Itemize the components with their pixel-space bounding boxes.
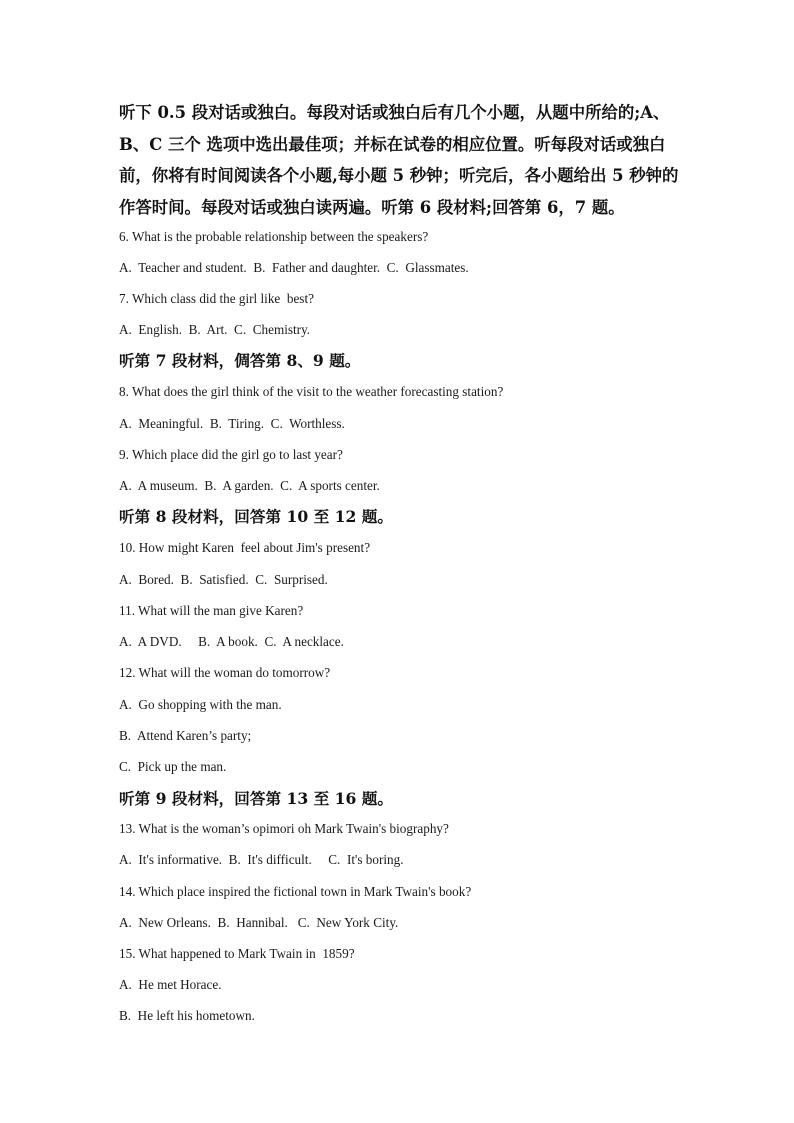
question-9: 9. Which place did the girl go to last year?	[119, 447, 343, 462]
question-15-option-b: B. He left his hometown.	[119, 1008, 255, 1023]
question-12-option-c: C. Pick up the man.	[119, 759, 227, 774]
question-12: 12. What will the woman do tomorrow?	[119, 665, 331, 680]
section-instructions: 听下 0.5 段对话或独白。每段对话或独白后有几个小题，从题中所给的;A、B、C 三个 选项中选出最佳项；并标在试卷的相应位置。听每段对话或独白前，你将有时间阅读各个小题,每小题 5 秒钟；听完后，各小题给出 5 秒钟的作答时间。每段对话或独白读两遍。听第 6 段材料;回答第 6，7 题。	[119, 103, 679, 217]
question-8: 8. What does the girl think of the visit to the weather forecasting station?	[119, 384, 504, 399]
question-7: 7. Which class did the girl like best?	[119, 291, 314, 306]
question-7-options: A. English. B. Art. C. Chemistry.	[119, 322, 311, 337]
question-6-options: A. Teacher and student. B. Father and daughter. C. Glassmates.	[119, 260, 469, 275]
question-14-options: A. New Orleans. B. Hannibal. C. New York City.	[119, 915, 399, 930]
question-13-options: A. It's informative. B. It's difficult. C. It's boring.	[119, 852, 404, 867]
question-9-options: A. A museum. B. A garden. C. A sports center.	[119, 478, 380, 493]
question-11-options: A. A DVD. B. A book. C. A necklace.	[119, 634, 344, 649]
question-10-options: A. Bored. B. Satisfied. C. Surprised.	[119, 572, 328, 587]
question-11: 11. What will the man give Karen?	[119, 603, 304, 618]
section-heading-7: 听第 7 段材料，倜答第 8、9 题。	[119, 351, 361, 370]
question-8-options: A. Meaningful. B. Tiring. C. Worthless.	[119, 416, 345, 431]
section-heading-9: 听第 9 段材料，回答第 13 至 16 题。	[119, 789, 393, 808]
question-6: 6. What is the probable relationship between the speakers?	[119, 229, 429, 244]
question-15: 15. What happened to Mark Twain in 1859?	[119, 946, 355, 961]
question-13: 13. What is the woman’s opimori oh Mark Twain's biography?	[119, 821, 449, 836]
section-heading-8: 听第 8 段材料，回答第 10 至 12 题。	[119, 507, 393, 526]
question-12-option-b: B. Attend Karen’s party;	[119, 728, 252, 743]
question-15-option-a: A. He met Horace.	[119, 977, 222, 992]
question-14: 14. Which place inspired the fictional town in Mark Twain's book?	[119, 884, 472, 899]
question-12-option-a: A. Go shopping with the man.	[119, 697, 282, 712]
question-10: 10. How might Karen feel about Jim's present?	[119, 540, 371, 555]
